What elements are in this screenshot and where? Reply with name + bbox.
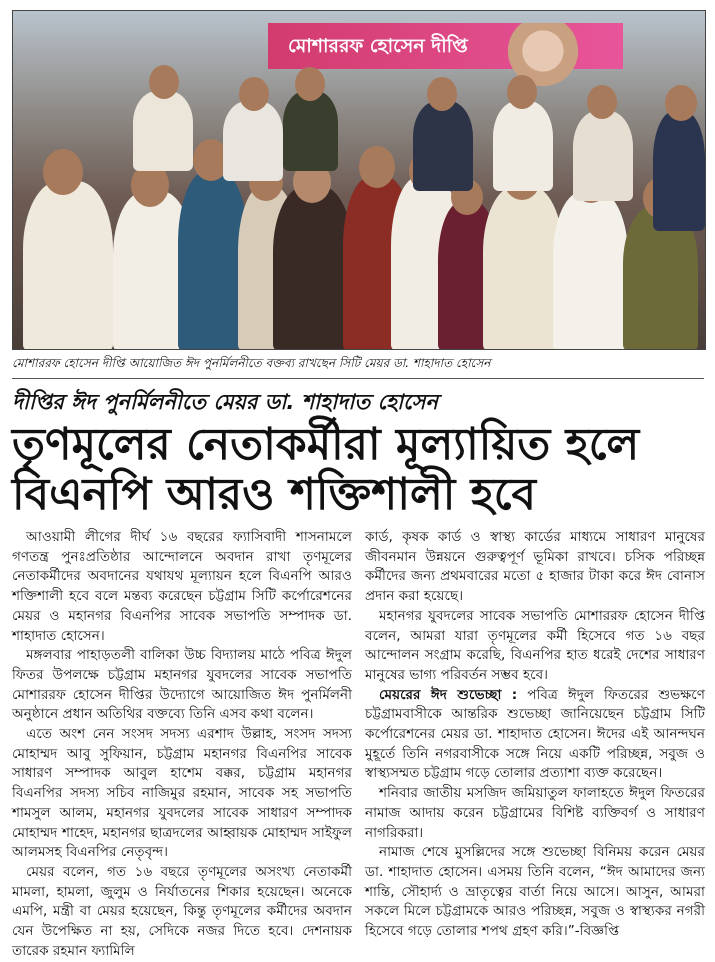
headline-line-2: বিএনপি আরও শক্তিশালী হবে <box>12 469 536 520</box>
photo-caption: মোশাররফ হোসেন দীপ্তি আয়োজিত ঈদ পুনর্মিলনীতে বক্তব্য রাখছেন সিটি মেয়র ডা. শাহাদাত হোসেন <box>12 355 704 379</box>
person-head <box>43 149 83 195</box>
person <box>273 186 353 350</box>
person-head <box>295 67 325 101</box>
paragraph-text: শনিবার জাতীয় মসজিদ জমিয়াতুল ফালাহতে ঈদুল ফিতরের নামাজ আদায় করেন চট্টগ্রামের বিশিষ্ট ব্যক্তিবর্গ ও সাধারণ নাগরিকরা। <box>365 785 705 841</box>
paragraph-text: মহানগর যুবদলের সাবেক সভাপতি মোশাররফ হোসেন দীপ্তি বলেন, আমরা যারা তৃণমূলের কর্মী হিসেবে গত ১৬ বছর আন্দোলন সংগ্রাম করেছি, বিএনপির হাত ধরেই দেশের সাধারণ মানুষের ভাগ্য পরিবর্তন সম্ভব হবে। <box>365 607 705 683</box>
person-head <box>665 85 697 121</box>
event-banner <box>268 23 623 69</box>
person-head <box>149 65 179 99</box>
paragraph-text: নামাজ শেষে মুসল্লিদের সঙ্গে শুভেচ্ছা বিনিময় করেন মেয়র ডা. শাহাদাত হোসেন। এসময় তিনি বলেন, “ঈদ আমাদের জন্য শান্তি, সৌহার্দ্য ও ভ্রাতৃত্বের বার্তা নিয়ে আসে। আসুন, আমরা সকলে মিলে চট্টগ্রামকে আরও পরিচ্ছন্ন, সবুজ ও স্বাস্থ্যকর নগরী হিসেবে গড়ে তোলার শপথ গ্রহণ করি।”-বিজ্ঞপ্তি <box>365 844 705 940</box>
paragraph: মঙ্গলবার পাহাড়তলী বালিকা উচ্চ বিদ্যালয় মাঠে পবিত্র ঈদুল ফিতর উপলক্ষে চট্টগ্রাম মহানগর যুবদলের সাবেক সভাপতি মোশাররফ হোসেন দীপ্তির উদ্যোগে আয়োজিত ঈদ পুনর্মিলনী অনুষ্ঠানে প্রধান অতিথির বক্তব্যে তিনি এসব কথা বলেন। <box>12 647 352 723</box>
main-headline <box>12 420 704 520</box>
paragraph <box>365 686 705 785</box>
paragraph: আওয়ামী লীগের দীর্ঘ ১৬ বছরের ফ্যাসিবাদী শাসনামলে গণতন্ত্র পুনঃপ্রতিষ্ঠার আন্দোলনে অবদান রাখা তৃণমূলের নেতাকর্মীদের অবদানের যথাযথ মূল্যায়ন হলে বিএনপি আরও শক্তিশালী হবে বলে মন্তব্য করেছেন চট্টগ্রাম সিটি কর্পোরেশনের মেয়র ও মহানগর বিএনপির সাবেক সভাপতি সম্পাদক ডা. শাহাদাত হোসেন। <box>12 529 352 644</box>
paragraph: মেয়র বলেন, গত ১৬ বছরে তৃণমূলের অসংখ্য নেতাকর্মী মামলা, হামলা, জুলুম ও নির্যাতনের শিকার হয়েছেন। অনেকে এমপি, মন্ত্রী বা মেয়র হয়েছেন, কিন্তু তৃণমূলের কর্মীদের অবদান যেন উপেক্ষিত না হয়, সেদিকে নজর দিতে হবে। দেশনায়ক তারেক রহমান ফ্যামিলি <box>12 863 352 959</box>
person <box>133 91 193 171</box>
paragraph: এতে অংশ নেন সংসদ সদস্য এরশাদ উল্লাহ, সংসদ সদস্য মোহাম্মদ আবু সুফিয়ান, চট্টগ্রাম মহানগর বিএনপির সাবেক সাধারণ সম্পাদক আবুল হাশেম বক্কর, চট্টগ্রাম মহানগর বিএনপির সদস্য সচিব নাজিমুর রহমান, সাবেক সহ সভাপতি শামসুল আলম, মহানগর যুবদলের সাবেক সাধারণ সম্পাদক মোহাম্মদ শাহেদ, মহানগর ছাত্রদলের আহ্বায়ক মোহাম্মদ সাইফুল আলমসহ বিএনপির নেতৃবৃন্দ। <box>12 726 352 861</box>
person-head <box>427 77 457 111</box>
person <box>573 111 633 201</box>
person <box>483 186 563 350</box>
person <box>223 101 283 181</box>
person-head <box>507 75 537 109</box>
kicker-headline: দীপ্তির ঈদ পুনর্মিলনীতে মেয়র ডা. শাহাদাত হোসেন <box>12 390 438 414</box>
crowd-of-people <box>13 71 705 349</box>
person <box>553 191 628 350</box>
person <box>653 111 705 231</box>
person-head <box>239 77 269 111</box>
paragraph <box>365 607 705 686</box>
paragraph <box>365 528 705 607</box>
person <box>23 181 113 350</box>
paragraph-text: পবিত্র ঈদুল ফিতরের শুভক্ষণে চট্টগ্রামবাসীকে আন্তরিক শুভেচ্ছা জানিয়েছেন চট্টগ্রাম সিটি কর্পোরেশনের মেয়র ডা. শাহাদাত হোসেন। ঈদের এই আনন্দঘন মুহূর্তে তিনি নগরবাসীকে সঙ্গে নিয়ে একটি পরিচ্ছন্ন, সবুজ ও স্বাস্থ্যসম্মত চট্টগ্রাম গড়ে তোলার প্রত্যাশা ব্যক্ত করেছেন। <box>365 686 705 782</box>
headline-line-1: তৃণমূলের নেতাকর্মীরা মূল্যায়িত হলে <box>12 419 640 470</box>
article-column-left <box>12 528 352 961</box>
paragraph <box>365 784 705 843</box>
person <box>283 91 338 171</box>
person <box>413 101 473 191</box>
subheading-eid-greeting: মেয়রের ঈদ শুভেচ্ছা : <box>379 686 518 703</box>
news-photo <box>12 10 706 350</box>
paragraph-text: কার্ড, কৃষক কার্ড ও স্বাস্থ্য কার্ডের মাধ্যমে সাধারণ মানুষের জীবনমান উন্নয়নে গুরুত্বপূর্ণ ভূমিকা রাখবে। চসিক পরিচ্ছন্ন কর্মীদের জন্য প্রথমবারের মতো ৫ হাজার টাকা করে ঈদ বোনাস প্রদান করা হয়েছে। <box>365 529 705 605</box>
paragraph <box>365 843 705 942</box>
person <box>493 101 553 191</box>
article-column-right <box>365 528 705 942</box>
banner-text: মোশাররফ হোসেন দীপ্তি <box>288 35 468 57</box>
person-head <box>587 85 617 119</box>
person-head <box>359 146 395 188</box>
